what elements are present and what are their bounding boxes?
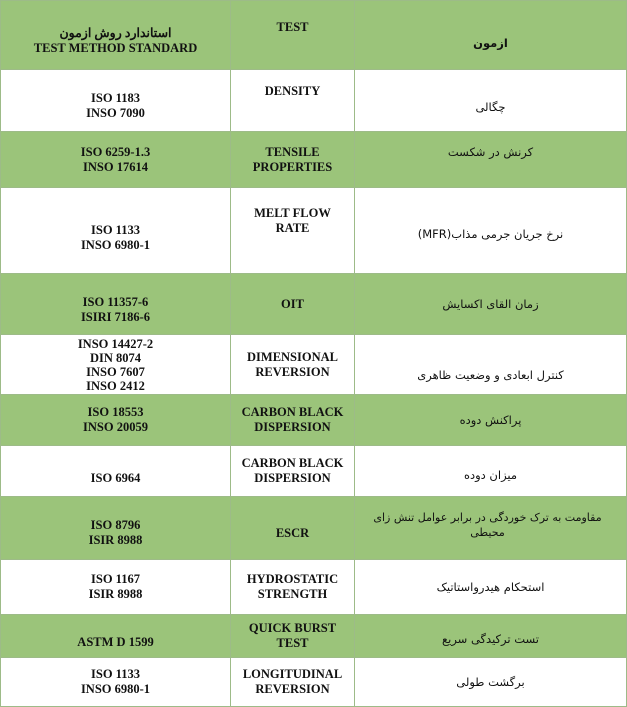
fa-cell (355, 132, 627, 188)
standard-cell (1, 274, 231, 335)
test-name-fa: پراکنش دوده (459, 412, 522, 427)
table-row (1, 274, 627, 335)
standard-code: ISO 18553 (87, 405, 144, 419)
standard-code: ISO 11357-6 (82, 294, 149, 309)
fa-cell (355, 335, 627, 395)
fa-cell (355, 497, 627, 560)
table-row (1, 615, 627, 658)
standard-code: ISO 1183 (91, 90, 140, 105)
test-name: RATE (275, 221, 310, 235)
standard-cell (1, 335, 231, 395)
header-standard-en: TEST METHOD STANDARD (33, 40, 198, 55)
standard-code: ISO 6259-1.3 (80, 144, 151, 159)
test-name: REVERSION (255, 682, 330, 696)
standard-cell (1, 395, 231, 446)
standard-code: INSO 6980-1 (80, 682, 151, 696)
test-name-fa: مقاومت به ترک خوردگی در برابر عوامل تنش زای محیطی (373, 511, 602, 539)
test-name-fa: نرخ جریان جرمی مذاب(MFR) (417, 227, 564, 241)
test-name: TENSILE (265, 144, 320, 159)
standard-code: INSO 17614 (83, 159, 148, 174)
test-name: STRENGTH (257, 587, 328, 601)
test-name: REVERSION (255, 365, 330, 379)
fa-cell (355, 188, 627, 274)
test-name: PROPERTIES (252, 159, 333, 174)
test-name-fa: زمان القای اکسایش (442, 296, 539, 311)
test-cell (231, 560, 355, 615)
standard-code: ASTM D 1599 (77, 634, 154, 649)
test-name: ESCR (275, 525, 310, 540)
test-name-fa: استحکام هیدرواستاتیک (436, 579, 545, 594)
table-row (1, 497, 627, 560)
header-standard-fa: استاندارد روش ازمون (59, 25, 172, 40)
test-name: MELT FLOW (254, 206, 331, 220)
standard-code: ISO 6964 (90, 470, 141, 485)
fa-cell (355, 395, 627, 446)
test-cell (231, 497, 355, 560)
test-name-fa: برگشت طولی (456, 674, 525, 689)
standard-cell (1, 497, 231, 560)
test-cell (231, 132, 355, 188)
standard-cell (1, 132, 231, 188)
table-row (1, 658, 627, 707)
standard-code: ISIR 8988 (88, 533, 143, 547)
standard-cell (1, 188, 231, 274)
standard-code: ISO 1133 (91, 222, 140, 237)
table-row (1, 395, 627, 446)
standard-code: ISO 1167 (91, 572, 140, 586)
standard-cell (1, 615, 231, 658)
header-row (1, 1, 627, 70)
fa-cell (355, 658, 627, 707)
test-cell (231, 335, 355, 395)
test-name-fa: میزان دوده (463, 467, 518, 482)
test-name: DISPERSION (254, 471, 331, 485)
test-cell (231, 446, 355, 497)
header-standard-cell (1, 1, 231, 70)
fa-cell (355, 446, 627, 497)
standard-code: INSO 20059 (83, 420, 148, 434)
test-cell (231, 615, 355, 658)
test-name-fa: تست ترکیدگی سریع (442, 631, 539, 646)
test-name-fa: کرنش در شکست (447, 145, 534, 159)
test-cell (231, 658, 355, 707)
table-row (1, 560, 627, 615)
standard-code: INSO 2412 (86, 378, 145, 393)
test-cell (231, 274, 355, 335)
standard-code: ISO 1133 (91, 667, 140, 681)
standard-code: INSO 6980-1 (80, 237, 151, 252)
header-fa-cell (355, 1, 627, 70)
standard-cell (1, 70, 231, 132)
standard-code: INSO 7607 (86, 364, 145, 379)
test-name: DISPERSION (254, 420, 331, 434)
test-name-fa: کنترل ابعادی و وضعیت ظاهری (417, 368, 564, 382)
table-row (1, 446, 627, 497)
standard-cell (1, 560, 231, 615)
standard-cell (1, 446, 231, 497)
test-name: DENSITY (264, 84, 321, 98)
header-test-cell (231, 1, 355, 70)
test-name: LONGITUDINAL (242, 667, 343, 681)
test-name: DIMENSIONAL (247, 350, 338, 364)
standard-code: INSO 7090 (86, 105, 145, 120)
standard-code: INSO 14427-2 (77, 336, 154, 351)
header-fa: ازمون (473, 35, 508, 50)
fa-cell (355, 560, 627, 615)
test-name: OIT (281, 296, 304, 311)
table-row (1, 335, 627, 395)
table-row (1, 70, 627, 132)
test-name: QUICK BURST (248, 621, 337, 635)
table-row (1, 188, 627, 274)
test-name: CARBON BLACK (241, 405, 344, 419)
standard-cell (1, 658, 231, 707)
test-cell (231, 395, 355, 446)
test-cell (231, 70, 355, 132)
fa-cell (355, 274, 627, 335)
table-row (1, 132, 627, 188)
header-test: TEST (276, 20, 309, 34)
test-name: CARBON BLACK (241, 456, 344, 470)
standard-code: ISIRI 7186-6 (80, 309, 151, 324)
test-name: HYDROSTATIC (246, 572, 339, 586)
standard-code: DIN 8074 (89, 350, 142, 365)
test-name-fa: چگالی (475, 100, 506, 114)
fa-cell (355, 70, 627, 132)
test-cell (231, 188, 355, 274)
fa-cell (355, 615, 627, 658)
test-name: TEST (276, 636, 309, 650)
standard-code: ISO 8796 (90, 518, 141, 532)
standard-code: ISIR 8988 (88, 587, 143, 601)
